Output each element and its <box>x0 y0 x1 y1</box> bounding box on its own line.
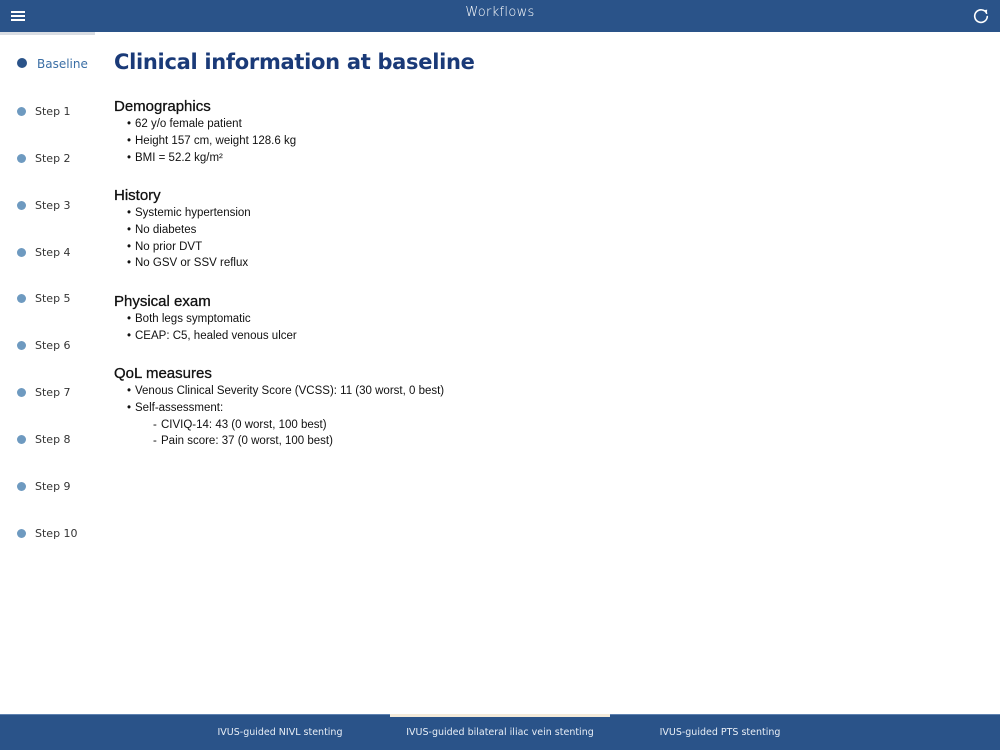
section-heading: Demographics <box>114 98 211 115</box>
sidebar-item-step-4[interactable] <box>0 240 96 266</box>
sidebar-item-step-8[interactable] <box>0 427 96 453</box>
sidebar-item-step-1[interactable] <box>0 99 96 125</box>
bullet-list <box>114 116 296 166</box>
sub-list-item: - Pain score: 37 (0 worst, 100 best) <box>114 433 444 450</box>
tab-nivl-stenting[interactable] <box>170 714 390 750</box>
list-item: • Self-assessment: <box>114 400 444 417</box>
history-section <box>114 187 251 272</box>
tab-label: IVUS-guided bilateral iliac vein stenting <box>406 727 594 738</box>
top-bar <box>0 0 1000 32</box>
tab-bilateral-iliac-vein-stenting[interactable] <box>390 714 610 750</box>
list-item: • No diabetes <box>114 222 251 239</box>
sidebar-item-label: Step 10 <box>35 527 78 540</box>
sidebar-item-label: Step 6 <box>35 339 71 352</box>
active-step-dot-icon <box>17 58 27 68</box>
bullet-list <box>114 205 251 272</box>
sidebar-item-step-10[interactable] <box>0 521 96 547</box>
list-item: • Venous Clinical Severity Score (VCSS): 11 (30 worst, 0 best) <box>114 383 444 400</box>
bullet-list <box>114 383 444 417</box>
list-item: • Height 157 cm, weight 128.6 kg <box>114 133 296 150</box>
demographics-section <box>114 98 296 166</box>
sidebar-item-step-5[interactable] <box>0 286 96 312</box>
sidebar-item-step-6[interactable] <box>0 333 96 359</box>
step-dot-icon <box>17 529 26 538</box>
sidebar-item-baseline[interactable] <box>0 51 96 77</box>
main-content <box>114 50 974 448</box>
sidebar-item-label: Step 1 <box>35 105 71 118</box>
step-dot-icon <box>17 294 26 303</box>
step-dot-icon <box>17 154 26 163</box>
sidebar-item-label: Baseline <box>37 57 88 71</box>
sidebar-item-label: Step 9 <box>35 480 71 493</box>
section-heading: History <box>114 187 161 204</box>
bullet-list <box>114 311 297 345</box>
sidebar-item-label: Step 2 <box>35 152 71 165</box>
sidebar-item-step-3[interactable] <box>0 193 96 219</box>
tab-label: IVUS-guided PTS stenting <box>659 727 781 738</box>
section-heading: QoL measures <box>114 365 212 382</box>
tab-pts-stenting[interactable] <box>610 714 830 750</box>
list-item: • Systemic hypertension <box>114 205 251 222</box>
sub-list-item: - CIVIQ-14: 43 (0 worst, 100 best) <box>114 417 444 434</box>
sub-list <box>114 417 444 451</box>
tab-label: IVUS-guided NIVL stenting <box>217 727 343 738</box>
list-item: • Both legs symptomatic <box>114 311 297 328</box>
step-sidebar <box>0 32 96 714</box>
physical-exam-section <box>114 293 297 345</box>
list-item: • No GSV or SSV reflux <box>114 255 251 272</box>
step-dot-icon <box>17 248 26 257</box>
sidebar-item-step-2[interactable] <box>0 146 96 172</box>
step-dot-icon <box>17 341 26 350</box>
list-item: • 62 y/o female patient <box>114 116 296 133</box>
list-item: • BMI = 52.2 kg/m² <box>114 150 296 167</box>
list-item: • No prior DVT <box>114 239 251 256</box>
section-heading: Physical exam <box>114 293 211 310</box>
step-dot-icon <box>17 201 26 210</box>
sidebar-item-label: Step 3 <box>35 199 71 212</box>
sidebar-item-label: Step 8 <box>35 433 71 446</box>
sidebar-item-label: Step 4 <box>35 246 71 259</box>
tab-active-indicator <box>390 714 610 717</box>
step-dot-icon <box>17 388 26 397</box>
page-title: Clinical information at baseline <box>114 50 475 74</box>
workflow-tab-bar <box>0 714 1000 750</box>
step-dot-icon <box>17 435 26 444</box>
sidebar-item-label: Step 7 <box>35 386 71 399</box>
sidebar-top-accent <box>0 32 95 35</box>
sidebar-item-label: Step 5 <box>35 292 71 305</box>
refresh-icon[interactable] <box>972 7 990 25</box>
list-item: • CEAP: C5, healed venous ulcer <box>114 328 297 345</box>
step-dot-icon <box>17 482 26 491</box>
sidebar-item-step-9[interactable] <box>0 474 96 500</box>
qol-measures-section <box>114 365 444 450</box>
sidebar-item-step-7[interactable] <box>0 380 96 406</box>
header-title: Workflows <box>465 5 535 20</box>
step-dot-icon <box>17 107 26 116</box>
